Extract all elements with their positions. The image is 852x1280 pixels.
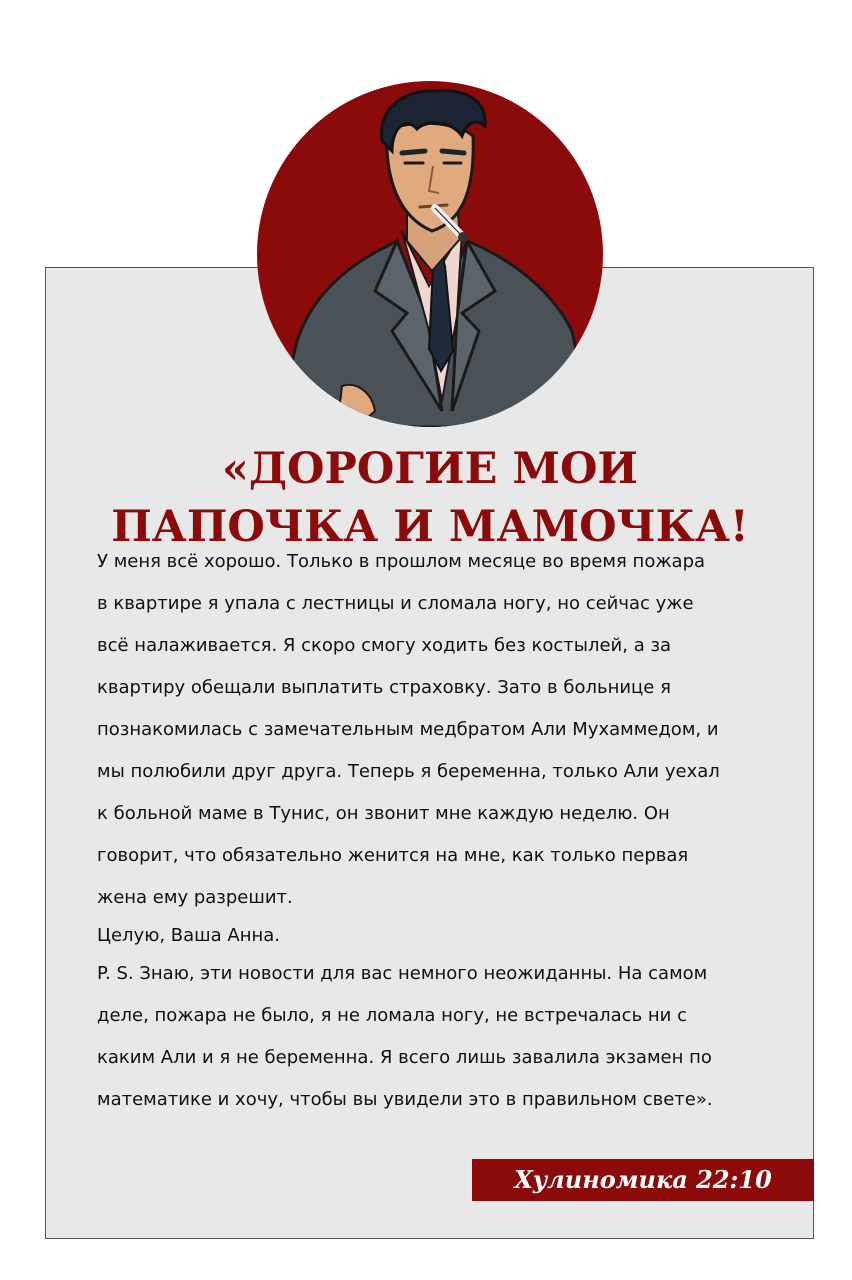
source-badge: Хулиномика 22:10 — [472, 1159, 814, 1201]
headline — [60, 440, 800, 556]
postscript-line: каким Али и я не беременна. Я всего лишь завалила экзамен по — [97, 1047, 712, 1068]
postscript-line: P. S. Знаю, эти новости для вас немного неожиданны. На самом — [97, 963, 708, 984]
letter-line: жена ему разрешит. — [97, 887, 293, 908]
letter-line: познакомилась с замечательным медбратом Али Мухаммедом, и — [97, 719, 719, 740]
letter-line: У меня всё хорошо. Только в прошлом месяце во время пожара — [97, 551, 706, 572]
postscript-line: деле, пожара не было, я не ломала ногу, не встречалась ни с — [97, 1005, 687, 1026]
portrait-illustration — [257, 81, 603, 427]
man-in-suit-illustration — [257, 81, 603, 427]
letter-line: говорит, что обязательно женится на мне, как только первая — [97, 845, 689, 866]
letter-line: к больной маме в Тунис, он звонит мне каждую неделю. Он — [97, 803, 670, 824]
headline-line-1: «ДОРОГИЕ МОИ — [221, 444, 639, 494]
letter-line: всё налаживается. Я скоро смогу ходить без костылей, а за — [97, 635, 672, 656]
headline-line-2: ПАПОЧКА И МАМОЧКА! — [111, 502, 749, 552]
letter-line: квартиру обещали выплатить страховку. Зато в больнице я — [97, 677, 671, 698]
postscript-line: математике и хочу, чтобы вы увидели это в правильном свете». — [97, 1089, 713, 1110]
letter-body — [97, 544, 787, 1124]
letter-line: в квартире я упала с лестницы и сломала ногу, но сейчас уже — [97, 593, 694, 614]
letter-signoff: Целую, Ваша Анна. — [97, 925, 281, 946]
letter-line: мы полюбили друг друга. Теперь я беременна, только Али уехал — [97, 761, 720, 782]
